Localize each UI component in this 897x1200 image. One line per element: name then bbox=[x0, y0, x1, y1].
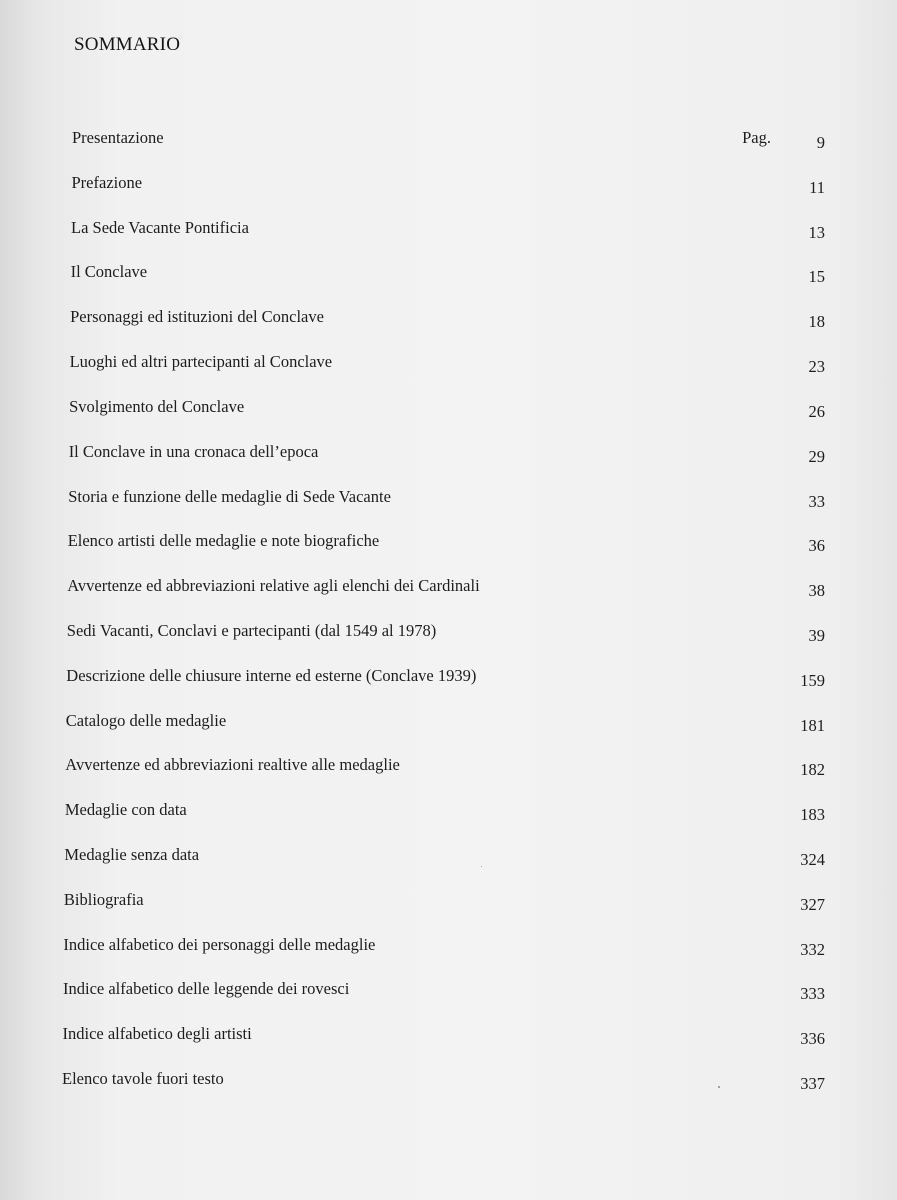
toc-entry-label: Bibliografia bbox=[63, 889, 144, 909]
toc-entry bbox=[70, 352, 825, 378]
toc-entry-page-number: 332 bbox=[800, 939, 825, 959]
toc-entry bbox=[70, 307, 825, 333]
page-title: SOMMARIO bbox=[74, 34, 181, 55]
toc-entry-page-number: 39 bbox=[808, 625, 825, 645]
toc-entry-label: Indice alfabetico degli artisti bbox=[62, 1024, 252, 1044]
toc-entry bbox=[63, 1024, 826, 1050]
toc-entry-page-number: 327 bbox=[800, 894, 825, 914]
toc-entry-label: La Sede Vacante Pontificia bbox=[71, 217, 249, 237]
toc-entry-page-number: 13 bbox=[808, 222, 825, 242]
toc-entry bbox=[66, 711, 825, 737]
toc-entry-page-number: 11 bbox=[809, 177, 825, 197]
toc-entry-label: Indice alfabetico dei personaggi delle medaglie bbox=[63, 934, 376, 954]
toc-entry bbox=[66, 666, 825, 692]
toc-entry-page-number: 38 bbox=[808, 581, 825, 601]
toc-entry-label: Svolgimento del Conclave bbox=[69, 396, 245, 416]
toc-entry-page-number: 324 bbox=[800, 850, 825, 869]
toc-entry-label: Personaggi ed istituzioni del Conclave bbox=[70, 307, 324, 327]
toc-entry-page-number: 183 bbox=[800, 805, 825, 825]
toc-entry-page-number: 181 bbox=[800, 715, 825, 735]
toc-entry-page-number: 336 bbox=[800, 1029, 825, 1049]
toc-entry bbox=[71, 218, 825, 244]
toc-entry bbox=[63, 935, 825, 961]
toc-entry-label: Indice alfabetico delle leggende dei rovesci bbox=[63, 979, 350, 999]
toc-entry-label: Storia e funzione delle medaglie di Sede Vacante bbox=[68, 486, 391, 506]
toc-entry-page-number: 9 bbox=[816, 133, 825, 152]
toc-entry-label: Elenco artisti delle medaglie e note biografiche bbox=[67, 531, 380, 551]
toc-entry-label: Elenco tavole fuori testo bbox=[62, 1069, 224, 1088]
paper-speck bbox=[718, 1086, 720, 1088]
toc-entry-label: Prefazione bbox=[71, 172, 143, 192]
toc-entry bbox=[65, 755, 825, 781]
toc-entry-page-number: 26 bbox=[808, 401, 825, 421]
toc-entry bbox=[64, 845, 825, 871]
toc-entry-page-number: 18 bbox=[808, 312, 825, 332]
toc-entry-label: Descrizione delle chiusure interne ed esterne (Conclave 1939) bbox=[66, 665, 477, 685]
toc-entry-page-number: 337 bbox=[800, 1074, 825, 1093]
toc-entry-page-number: 182 bbox=[800, 760, 825, 780]
toc-entry-label: Catalogo delle medaglie bbox=[65, 710, 227, 730]
toc-entry bbox=[69, 442, 825, 468]
toc-entry-page-number: 29 bbox=[808, 446, 825, 466]
toc-entry-page-number: 33 bbox=[808, 491, 825, 511]
toc-entry-label: Il Conclave bbox=[70, 262, 148, 282]
toc-entry bbox=[62, 1069, 825, 1095]
toc-entry-label: Medaglie con data bbox=[64, 800, 187, 820]
toc-entry-label: Luoghi ed altri partecipanti al Conclave bbox=[69, 352, 333, 371]
toc-entry-label: Avvertenze ed abbreviazioni relative agli elenchi dei Cardinali bbox=[67, 576, 480, 596]
toc-entry bbox=[64, 890, 825, 916]
toc-entry-page-number: 23 bbox=[808, 357, 825, 376]
toc-entry-page-number: 333 bbox=[800, 984, 825, 1004]
toc-entry-label: Medaglie senza data bbox=[64, 845, 200, 864]
toc-entry bbox=[63, 979, 825, 1005]
paper-speck bbox=[481, 866, 482, 867]
toc-entry-label: Presentazione bbox=[72, 128, 164, 147]
toc-entry-page-number: 36 bbox=[808, 536, 825, 556]
pag-label: Pag. bbox=[742, 128, 771, 147]
toc-entry bbox=[69, 397, 825, 423]
toc-entry bbox=[67, 576, 825, 602]
toc-entry bbox=[71, 262, 825, 288]
toc-entry bbox=[68, 531, 825, 557]
toc-entry-label: Il Conclave in una cronaca dell’epoca bbox=[68, 441, 319, 461]
toc-entry-label: Avvertenze ed abbreviazioni realtive alle medaglie bbox=[65, 755, 400, 775]
toc-entry bbox=[72, 173, 826, 199]
toc-entry bbox=[68, 487, 825, 513]
toc-entry bbox=[65, 800, 825, 826]
toc-entry bbox=[72, 128, 825, 154]
toc-entry-page-number: 15 bbox=[808, 267, 825, 287]
toc-entry-page-number: 159 bbox=[800, 670, 825, 690]
toc-entry bbox=[67, 621, 825, 647]
toc-entry-label: Sedi Vacanti, Conclavi e partecipanti (dal 1549 al 1978) bbox=[66, 620, 437, 640]
